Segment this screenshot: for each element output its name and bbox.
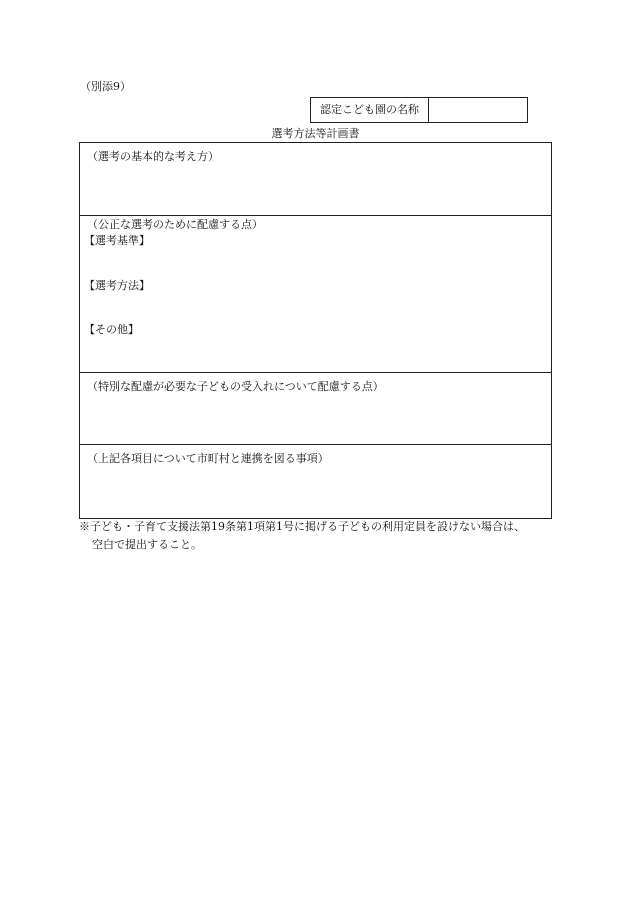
- method-label: 【選考方法】: [84, 279, 150, 292]
- footnote-line-2: 空白で提出すること。: [92, 538, 202, 551]
- section-heading-municipal-coordination: （上記各項目について市町村と連携を図る事項）: [87, 452, 329, 465]
- section-heading-special-needs: （特別な配慮が必要な子どもの受入れについて配慮する点）: [87, 380, 384, 393]
- section-special-needs[interactable]: [80, 373, 551, 445]
- attachment-label: （別添9）: [80, 80, 131, 93]
- footnote: [79, 518, 559, 554]
- facility-name-field[interactable]: [429, 98, 527, 122]
- facility-name-label: 認定こども園の名称: [311, 98, 429, 122]
- section-heading-fairness: （公正な選考のために配慮する点）: [87, 218, 263, 231]
- facility-name-box: [310, 97, 528, 123]
- section-fairness[interactable]: [80, 216, 551, 373]
- section-municipal-coordination[interactable]: [80, 445, 551, 518]
- section-basic-approach[interactable]: [80, 143, 551, 216]
- criteria-label: 【選考基準】: [84, 234, 150, 247]
- other-label: 【その他】: [84, 323, 139, 336]
- section-heading-basic-approach: （選考の基本的な考え方）: [87, 150, 219, 163]
- page-title: 選考方法等計画書: [271, 127, 360, 140]
- footnote-line-1: ※子ども・子育て支援法第19条第1項第1号に掲げる子どもの利用定員を設けない場合は、: [79, 520, 525, 533]
- plan-form-table: [79, 142, 552, 519]
